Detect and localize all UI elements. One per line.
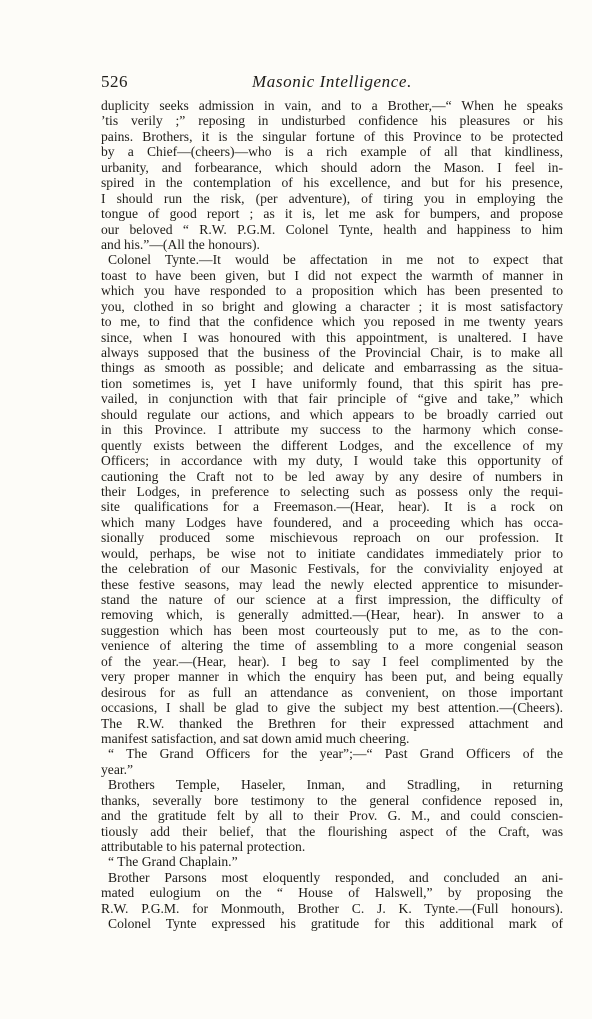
text-line: manifest satisfaction, and sat down amid much cheering. (101, 730, 410, 746)
text-line: desirous for as full an attendance as convenient, on those important (101, 684, 563, 700)
text-line: in this Province. I attribute my success to the harmony which conse- (101, 422, 563, 438)
text-line: “ The Grand Officers for the year”;—“ Past Grand Officers of the (108, 746, 563, 762)
text-line: venience of altering the time of assembling to a more congenial season (101, 638, 563, 654)
text-line: spired in the contemplation of his excellence, and but for his presence, (101, 175, 563, 191)
text-line: stand the nature of our science at a first impression, the difficulty of (101, 592, 563, 607)
text-line: Officers; in accordance with my duty, I would take this opportunity of (101, 453, 563, 469)
body-text (101, 98, 563, 932)
text-line: sionally produced some mischievous reproach on our profession. It (101, 530, 563, 546)
text-line: you, clothed in so bright and glowing a character ; it is most satisfactory (101, 298, 563, 314)
text-line: vailed, in conjunction with that fair principle of “give and take,” which (101, 391, 563, 407)
text-line: very proper manner in which the enquiry has been put, and being equally (101, 669, 563, 685)
running-title: Masonic Intelligence. (252, 72, 412, 91)
text-line: R.W. P.G.M. for Monmouth, Brother C. J. K. Tynte.—(Full honours). (101, 900, 563, 916)
text-line: should regulate our actions, and which appears to be broadly carried out (101, 406, 563, 422)
page-header (101, 72, 563, 96)
text-line: tion sometimes is, yet I have uniformly found, that this spirit has pre- (101, 375, 563, 391)
text-line: and his.”—(All the honours). (101, 236, 260, 252)
text-line: toast to have been given, but I did not expect the warmth of manner in (101, 267, 563, 283)
text-line: tongue of good report ; as it is, let me ask for bumpers, and propose (101, 206, 563, 222)
text-line: duplicity seeks admission in vain, and to a Brother,—“ When he speaks (101, 98, 563, 113)
text-line: our beloved “ R.W. P.G.M. Colonel Tynte, health and happiness to him (101, 221, 563, 237)
text-line: would, perhaps, be wise not to initiate candidates immediately prior to (101, 545, 563, 561)
text-line: tiously add their belief, that the flourishing aspect of the Craft, was (101, 823, 563, 839)
text-line: Colonel Tynte.—It would be affectation in me not to expect that (108, 252, 563, 268)
text-line: to me, to find that the confidence which you reposed in me twenty years (101, 314, 563, 330)
text-line: things as smooth as possible; and delicate and embarrassing as the situa- (101, 360, 563, 376)
text-line: by a Chief—(cheers)—who is a rich example of all that kindliness, (101, 144, 563, 160)
text-line: pains. Brothers, it is the singular fortune of this Province to be protected (101, 128, 563, 144)
page-number: 526 (101, 72, 128, 91)
text-line: Brother Parsons most eloquently responded, and concluded an ani- (108, 869, 563, 885)
text-line: thanks, severally bore testimony to the general confidence reposed in, (101, 792, 563, 808)
text-line: mated eulogium on the “ House of Halswell,” by proposing the (101, 885, 563, 901)
text-line: these festive seasons, may lead the newly elected apprentice to misunder- (101, 576, 563, 592)
text-line: removing which, is generally admitted.—(Hear, hear). In answer to a (101, 607, 563, 623)
text-line: Colonel Tynte expressed his gratitude for this additional mark of (108, 916, 563, 932)
text-line: suggestion which has been most courteously put to me, as to the con- (101, 622, 563, 638)
text-line: The R.W. thanked the Brethren for their expressed attachment and (101, 715, 563, 731)
text-line: always supposed that the business of the Provincial Chair, is to make all (101, 345, 563, 360)
text-line: urbanity, and forbearance, which should adorn the Mason. I feel in- (101, 159, 563, 175)
text-line: cautioning the Craft not to be led away by any desire of numbers in (101, 468, 563, 484)
text-line: their Lodges, in preference to selecting such as possess only the requi- (101, 483, 563, 499)
text-line: quently exists between the different Lodges, and the excellence of my (101, 437, 563, 453)
text-line: attributable to his paternal protection. (101, 839, 306, 854)
text-line: and the gratitude felt by all to their Prov. G. M., and could conscien- (101, 808, 563, 824)
text-line: which many Lodges have foundered, and a proceeding which has occa- (101, 514, 563, 530)
text-line: year.” (101, 761, 134, 777)
text-line: Brothers Temple, Haseler, Inman, and Stradling, in returning (108, 777, 563, 793)
text-line: the celebration of our Masonic Festivals, for the conviviality enjoyed at (101, 561, 563, 577)
text-line: of the year.—(Hear, hear). I beg to say I feel complimented by the (101, 653, 563, 669)
text-line: site qualifications for a Freemason.—(Hear, hear). It is a rock on (101, 499, 563, 515)
text-line: occasions, I shall be glad to give the subject my best attention.—(Cheers). (101, 700, 563, 716)
text-line: “ The Grand Chaplain.” (108, 854, 238, 870)
text-line: I should run the risk, (per adventure), of tiring you in employing the (101, 190, 563, 206)
text-line: ’tis verily ;” reposing in undisturbed confidence his pleasures or his (101, 113, 563, 129)
text-line: which you have responded to a proposition which has been presented to (101, 283, 563, 299)
text-line: since, when I was honoured with this appointment, is unaltered. I have (101, 329, 563, 345)
